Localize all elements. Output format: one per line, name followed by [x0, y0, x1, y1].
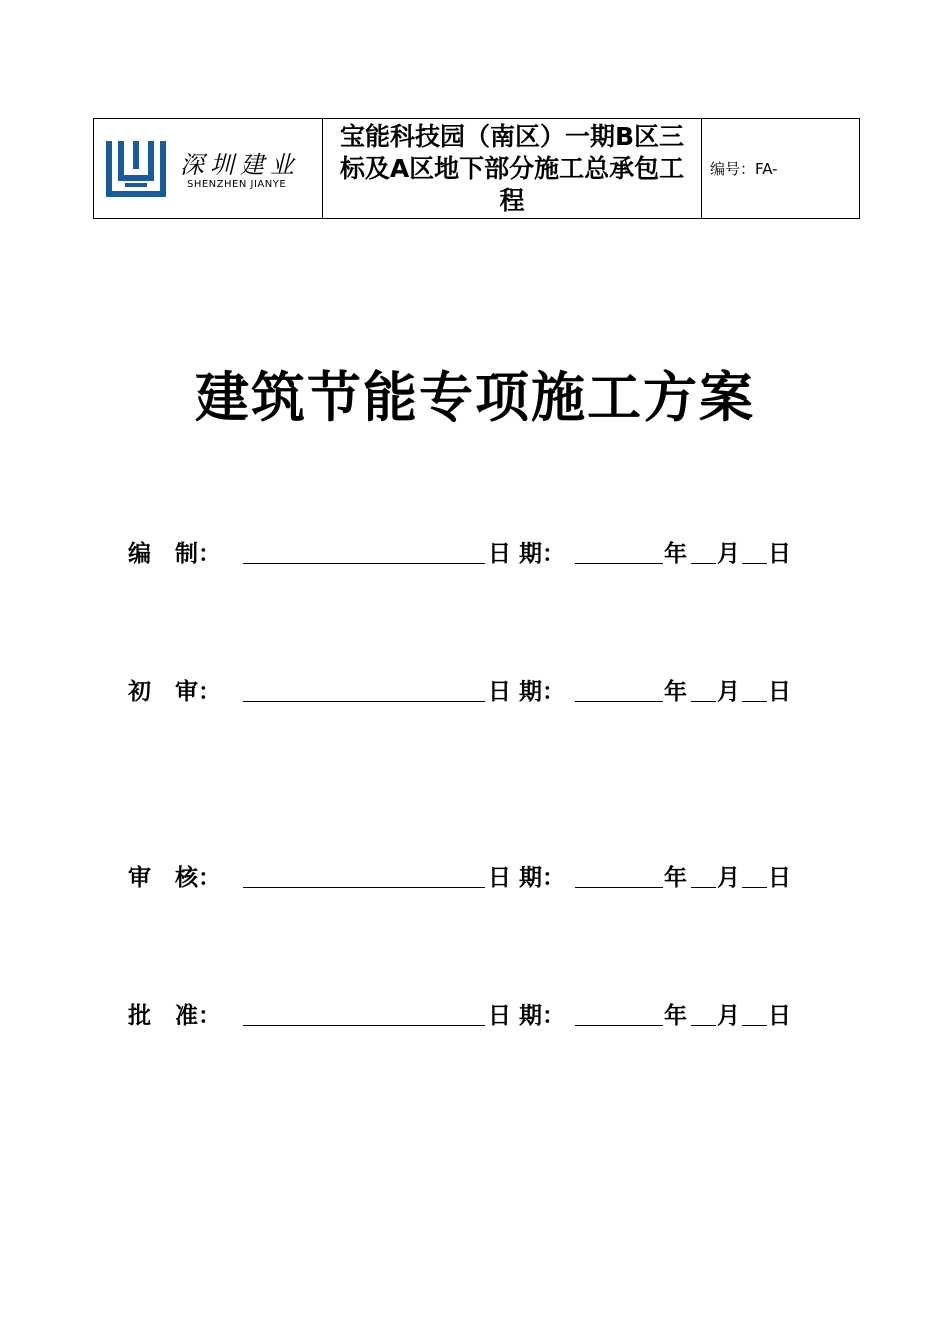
year-label: 年: [664, 541, 687, 567]
year-line: [575, 887, 663, 888]
role-label: 编 制：: [128, 541, 222, 567]
year-label: 年: [664, 865, 687, 891]
role-label: 审 核：: [128, 865, 222, 891]
month-line: [691, 701, 716, 702]
month-label: 月: [717, 1003, 740, 1029]
signature-line: [243, 563, 485, 564]
role-label: 初 审：: [128, 679, 222, 705]
role-label: 批 准：: [128, 1003, 222, 1029]
signature-line: [243, 887, 485, 888]
year-label: 年: [664, 1003, 687, 1029]
month-label: 月: [717, 865, 740, 891]
logo-chinese-text: 深圳建业: [180, 151, 300, 179]
day-line: [742, 563, 767, 564]
project-title: 宝能科技园（南区）一期B区三标及A区地下部分施工总承包工程: [323, 119, 702, 218]
day-line: [742, 1025, 767, 1026]
date-label: 日 期：: [488, 1003, 566, 1029]
year-line: [575, 563, 663, 564]
year-line: [575, 1025, 663, 1026]
header-table: [93, 118, 860, 219]
document-title: 建筑节能专项施工方案: [195, 366, 755, 429]
month-line: [691, 563, 716, 564]
logo-english-text: SHENZHEN JIANYE: [187, 179, 287, 190]
month-line: [691, 1025, 716, 1026]
date-label: 日 期：: [488, 541, 566, 567]
company-logo-icon: [106, 141, 166, 197]
month-line: [691, 887, 716, 888]
date-label: 日 期：: [488, 865, 566, 891]
logo-cell: [94, 119, 323, 218]
signature-line: [243, 701, 485, 702]
month-label: 月: [717, 541, 740, 567]
day-line: [742, 701, 767, 702]
day-label: 日: [768, 679, 791, 705]
date-label: 日 期：: [488, 679, 566, 705]
day-label: 日: [768, 541, 791, 567]
document-code: 编号：FA-: [710, 160, 778, 178]
day-line: [742, 887, 767, 888]
signature-line: [243, 1025, 485, 1026]
year-label: 年: [664, 679, 687, 705]
day-label: 日: [768, 865, 791, 891]
month-label: 月: [717, 679, 740, 705]
year-line: [575, 701, 663, 702]
day-label: 日: [768, 1003, 791, 1029]
